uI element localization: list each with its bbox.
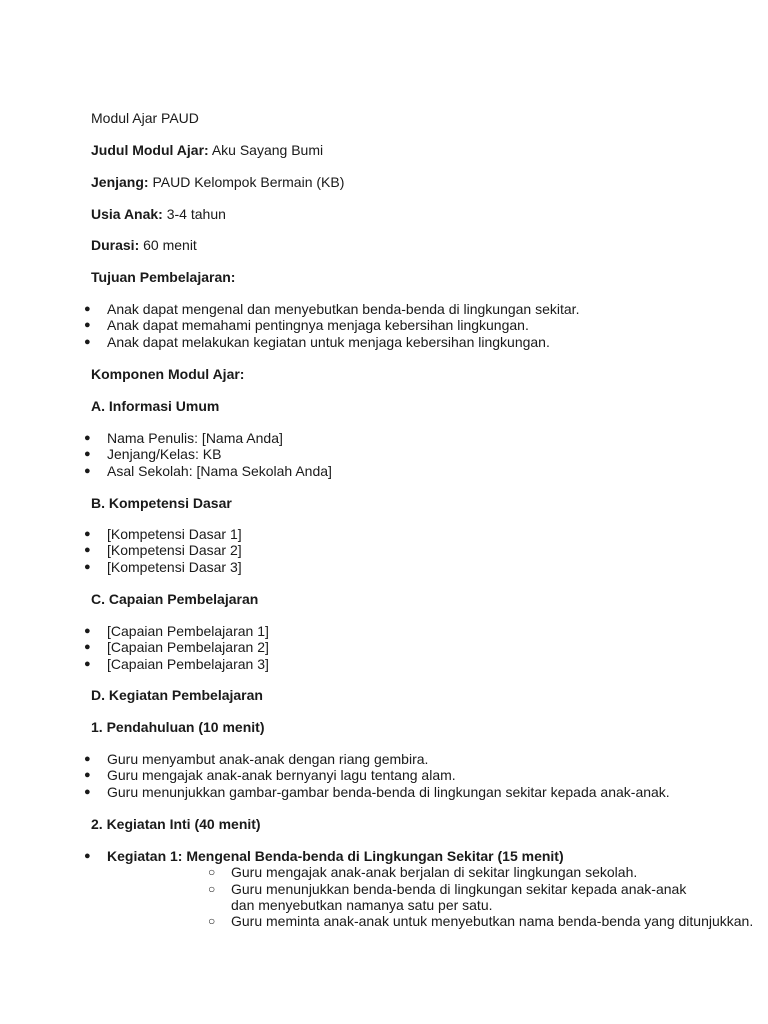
sub-list-item [107, 864, 768, 880]
inti-list [0, 848, 768, 929]
bullet-icon: ● [84, 544, 91, 557]
komponen-heading: Komponen Modul Ajar: [91, 366, 245, 382]
list-item-text: [Kompetensi Dasar 1] [107, 526, 242, 542]
list-item-text: [Capaian Pembelajaran 1] [107, 623, 269, 639]
activity-sublist [107, 864, 768, 929]
list-item [0, 446, 768, 462]
circle-bullet-icon: ○ [208, 865, 216, 880]
meta-jenjang-value: PAUD Kelompok Bermain (KB) [152, 174, 345, 190]
bullet-icon: ● [84, 769, 91, 782]
bullet-icon: ● [84, 528, 91, 540]
sub-list-item-text: Guru meminta anak-anak untuk menyebutkan nama benda-benda yang ditunjukkan. [231, 913, 754, 930]
list-item-text: Asal Sekolah: [Nama Sekolah Anda] [107, 462, 332, 479]
list-item-text: Guru menyambut anak-anak dengan riang gembira. [107, 751, 429, 767]
list-item-text: [Kompetensi Dasar 2] [107, 542, 242, 559]
bullet-icon: ● [84, 464, 91, 477]
document-header: Modul Ajar PAUD [91, 110, 199, 126]
circle-bullet-icon: ○ [208, 914, 216, 929]
list-item-text: [Capaian Pembelajaran 2] [107, 639, 269, 656]
meta-jenjang-label: Jenjang: [91, 174, 149, 190]
list-item-text: Guru mengajak anak-anak bernyanyi lagu tentang alam. [107, 767, 456, 784]
bullet-icon: ● [84, 850, 91, 862]
meta-jenjang-line [91, 174, 344, 190]
list-item [0, 656, 768, 672]
list-item-text: Anak dapat melakukan kegiatan untuk menjaga kebersihan lingkungan. [107, 333, 550, 350]
tujuan-list [0, 301, 768, 350]
list-item [0, 430, 768, 446]
meta-usia-label: Usia Anak: [91, 206, 163, 222]
list-item [0, 848, 768, 929]
list-item-text: Jenjang/Kelas: KB [107, 446, 222, 463]
kegiatan-heading: D. Kegiatan Pembelajaran [91, 687, 263, 703]
list-item [0, 526, 768, 542]
bullet-icon: ● [84, 432, 91, 444]
tujuan-heading: Tujuan Pembelajaran: [91, 269, 236, 285]
capaian-list [0, 623, 768, 672]
informasi-heading: A. Informasi Umum [91, 398, 220, 414]
bullet-icon: ● [84, 303, 91, 315]
list-item-text: Nama Penulis: [Nama Anda] [107, 430, 283, 446]
meta-durasi-value: 60 menit [143, 237, 197, 253]
informasi-list [0, 430, 768, 479]
list-item [0, 542, 768, 558]
list-item [0, 301, 768, 317]
meta-durasi-line [91, 237, 197, 253]
list-item-text: Anak dapat memahami pentingnya menjaga kebersihan lingkungan. [107, 317, 529, 334]
list-item [0, 463, 768, 479]
capaian-heading: C. Capaian Pembelajaran [91, 591, 259, 607]
pendahuluan-heading: 1. Pendahuluan (10 menit) [91, 719, 265, 735]
list-item [0, 623, 768, 639]
inti-heading: 2. Kegiatan Inti (40 menit) [91, 816, 261, 832]
bullet-icon: ● [84, 448, 91, 461]
list-item-text: [Capaian Pembelajaran 3] [107, 655, 269, 672]
bullet-icon: ● [84, 625, 91, 637]
list-item [0, 767, 768, 783]
list-item [0, 751, 768, 767]
list-item [0, 784, 768, 800]
circle-bullet-icon: ○ [208, 881, 216, 896]
bullet-icon: ● [84, 785, 91, 798]
sub-list-item-text: Guru menunjukkan benda-benda di lingkungan sekitar kepada anak-anak dan menyebutkan namanya satu per satu. [231, 880, 687, 913]
list-item [0, 559, 768, 575]
sub-list-item [107, 913, 768, 929]
bullet-icon: ● [84, 657, 91, 670]
list-item-text: [Kompetensi Dasar 3] [107, 558, 242, 575]
meta-durasi-label: Durasi: [91, 237, 140, 253]
sub-list-item-text: Guru mengajak anak-anak berjalan di sekitar lingkungan sekolah. [231, 864, 638, 881]
meta-title-label: Judul Modul Ajar: [91, 142, 209, 158]
bullet-icon: ● [84, 753, 91, 765]
meta-title-line [91, 142, 323, 158]
list-item [0, 639, 768, 655]
meta-title-value: Aku Sayang Bumi [211, 142, 324, 158]
list-item [0, 317, 768, 333]
bullet-icon: ● [84, 335, 91, 348]
bullet-icon: ● [84, 641, 91, 654]
list-item-text: Guru menunjukkan gambar-gambar benda-benda di lingkungan sekitar kepada anak-anak. [107, 783, 670, 800]
pendahuluan-list [0, 751, 768, 800]
list-item [0, 334, 768, 350]
list-item-text: Anak dapat mengenal dan menyebutkan benda-benda di lingkungan sekitar. [107, 301, 580, 317]
meta-usia-value: 3-4 tahun [166, 206, 226, 222]
kompetensi-list [0, 526, 768, 575]
bullet-icon: ● [84, 319, 91, 332]
kompetensi-heading: B. Kompetensi Dasar [91, 495, 232, 511]
sub-list-item [107, 881, 768, 914]
activity-title: Kegiatan 1: Mengenal Benda-benda di Lingkungan Sekitar (15 menit) [107, 848, 564, 864]
meta-usia-line [91, 206, 226, 222]
bullet-icon: ● [84, 560, 91, 573]
